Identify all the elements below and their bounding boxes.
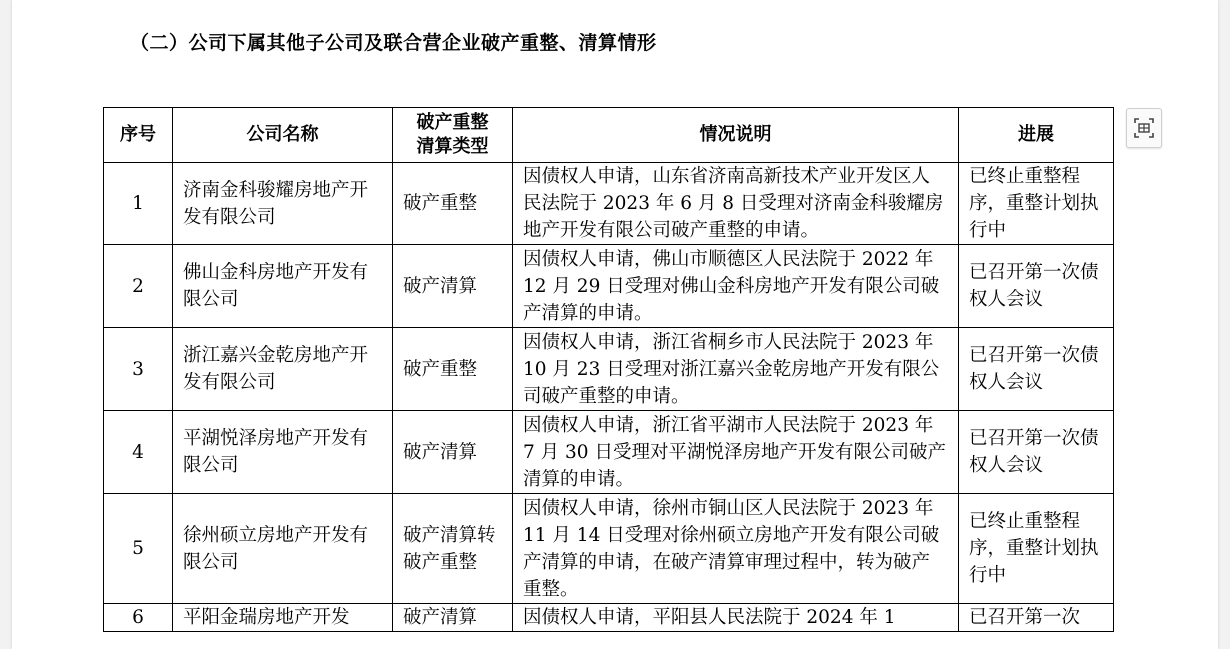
row-progress: 已召开第一次债权人会议 <box>959 328 1114 411</box>
row-desc: 因债权人申请，山东省济南高新技术产业开发区人民法院于 2023 年 6 月 8 日受理对济南金科骏耀房地产开发有限公司破产重整的申请。 <box>513 163 959 245</box>
row-no: 3 <box>104 328 173 411</box>
row-type: 破产重整 <box>393 163 513 245</box>
table-row <box>104 494 1114 604</box>
table-row <box>104 245 1114 328</box>
row-company: 佛山金科房地产开发有限公司 <box>173 245 393 328</box>
bankruptcy-table <box>103 107 1114 632</box>
header-type: 破产重整 清算类型 <box>393 108 513 163</box>
row-desc: 因债权人申请，佛山市顺德区人民法院于 2022 年 12 月 29 日受理对佛山金科房地产开发有限公司破产清算的申请。 <box>513 245 959 328</box>
row-no: 2 <box>104 245 173 328</box>
row-company: 平湖悦泽房地产开发有限公司 <box>173 411 393 494</box>
row-company: 平阳金瑞房地产开发 <box>173 604 393 632</box>
row-no: 6 <box>104 604 173 632</box>
row-desc: 因债权人申请，平阳县人民法院于 2024 年 1 <box>513 604 959 632</box>
row-company: 徐州硕立房地产开发有限公司 <box>173 494 393 604</box>
header-progress: 进展 <box>959 108 1114 163</box>
row-progress: 已召开第一次债权人会议 <box>959 245 1114 328</box>
row-desc: 因债权人申请，浙江省桐乡市人民法院于 2023 年 10 月 23 日受理对浙江嘉兴金乾房地产开发有限公司破产重整的申请。 <box>513 328 959 411</box>
table-row <box>104 604 1114 632</box>
row-no: 4 <box>104 411 173 494</box>
row-company: 浙江嘉兴金乾房地产开发有限公司 <box>173 328 393 411</box>
table-row <box>104 328 1114 411</box>
row-progress: 已召开第一次 <box>959 604 1114 632</box>
row-desc: 因债权人申请，浙江省平湖市人民法院于 2023 年 7 月 30 日受理对平湖悦泽房地产开发有限公司破产清算的申请。 <box>513 411 959 494</box>
table-extract-icon <box>1133 117 1155 139</box>
table-header-row <box>104 108 1114 163</box>
row-type: 破产清算 <box>393 604 513 632</box>
row-type: 破产清算转破产重整 <box>393 494 513 604</box>
row-progress: 已召开第一次债权人会议 <box>959 411 1114 494</box>
table-row <box>104 411 1114 494</box>
table-row <box>104 163 1114 245</box>
section-title: （二）公司下属其他子公司及联合营企业破产重整、清算情形 <box>130 32 657 54</box>
row-desc: 因债权人申请，徐州市铜山区人民法院于 2023 年 11 月 14 日受理对徐州硕立房地产开发有限公司破产清算的申请，在破产清算审理过程中，转为破产重整。 <box>513 494 959 604</box>
header-desc: 情况说明 <box>513 108 959 163</box>
document-page <box>12 0 1218 649</box>
row-type: 破产清算 <box>393 411 513 494</box>
table-extract-button[interactable] <box>1126 108 1162 148</box>
header-company: 公司名称 <box>173 108 393 163</box>
row-company: 济南金科骏耀房地产开发有限公司 <box>173 163 393 245</box>
row-progress: 已终止重整程序，重整计划执行中 <box>959 163 1114 245</box>
row-no: 5 <box>104 494 173 604</box>
row-no: 1 <box>104 163 173 245</box>
header-no: 序号 <box>104 108 173 163</box>
row-type: 破产清算 <box>393 245 513 328</box>
row-type: 破产重整 <box>393 328 513 411</box>
row-progress: 已终止重整程序，重整计划执行中 <box>959 494 1114 604</box>
